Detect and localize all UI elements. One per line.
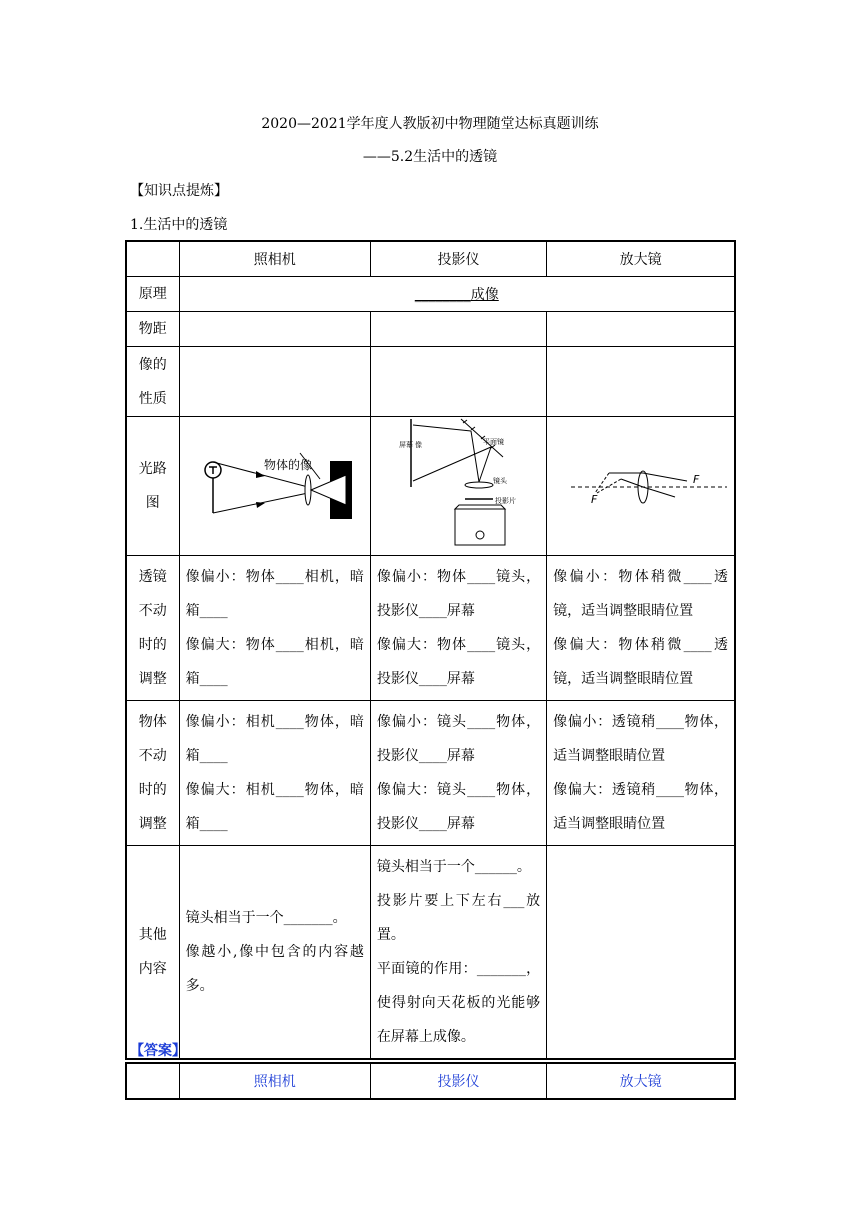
other-camera-line-2: 像越小,像中包含的内容越多。 (185, 944, 364, 994)
principle-text: 成像 (470, 287, 499, 303)
mirror-label: 平面镜 (482, 438, 504, 446)
screen-label: 屏幕 (398, 441, 413, 449)
object-fixed-camera (179, 701, 370, 846)
object-fixed-magnifier-small: 像偏小：透镜稍____物体，适当调整眼睛位置 (553, 714, 728, 764)
row-label-nature: 像的 性质 (126, 347, 179, 417)
slide-label: 投影片 (494, 497, 516, 505)
row-label-distance: 物距 (126, 312, 179, 347)
lens-table (125, 240, 736, 1060)
projector-diagram-cell (370, 417, 546, 556)
answer-header-projector: 投影仪 (370, 1063, 546, 1099)
row-label-lens-fixed: 透镜 不动 时的 调整 (126, 556, 179, 701)
section-item-1: 1.生活中的透镜 (130, 217, 228, 233)
camera-ray-diagram (180, 417, 371, 551)
focal-point-right-label: F (693, 473, 700, 486)
other-projector (370, 846, 546, 1060)
row-label-diagram: 光路 图 (126, 417, 179, 556)
object-fixed-camera-small: 像偏小：相机____物体，暗箱____ (185, 714, 364, 764)
document-title: 2020—2021学年度人教版初中物理随堂达标真题训练 (261, 116, 599, 132)
lens-label: 镜头 (492, 477, 507, 485)
header-magnifier: 放大镜 (547, 241, 735, 277)
other-projector-line-3: 平面镜的作用：_______，使得射向天花板的光能够在屏幕上成像。 (376, 961, 541, 1045)
focal-point-left-label: F (591, 493, 598, 506)
distance-projector (370, 312, 546, 347)
answer-table (125, 1062, 736, 1100)
nature-magnifier (547, 347, 735, 417)
lens-fixed-magnifier-small: 像偏小：物体稍微____透镜，适当调整眼睛位置 (553, 569, 728, 619)
answer-label: 【答案】 (130, 1043, 186, 1059)
object-fixed-magnifier-large: 像偏大：透镜稍____物体，适当调整眼睛位置 (553, 782, 728, 832)
lens-fixed-magnifier-large: 像偏大：物体稍微____透镜，适当调整眼睛位置 (553, 637, 728, 687)
distance-magnifier (547, 312, 735, 347)
object-fixed-magnifier (547, 701, 735, 846)
lens-fixed-camera-small: 像偏小：物体____相机，暗箱____ (185, 569, 364, 619)
header-camera: 照相机 (179, 241, 370, 277)
row-label-object-fixed: 物体 不动 时的 调整 (126, 701, 179, 846)
other-projector-line-1: 镜头相当于一个______。 (376, 859, 531, 875)
lens-fixed-projector-small: 像偏小：物体____镜头，投影仪____屏幕 (376, 569, 541, 619)
magnifier-ray-diagram (547, 417, 735, 551)
distance-camera (179, 312, 370, 347)
answer-header-empty (126, 1063, 179, 1099)
section-knowledge: 【知识点提炼】 (130, 183, 228, 199)
lens-fixed-camera (179, 556, 370, 701)
projector-ray-diagram (371, 417, 547, 551)
row-label-principle: 原理 (126, 277, 179, 312)
camera-diagram-cell (179, 417, 370, 556)
object-fixed-projector-large: 像偏大：镜头____物体，投影仪____屏幕 (376, 782, 541, 832)
nature-projector (370, 347, 546, 417)
lens-fixed-magnifier (547, 556, 735, 701)
other-magnifier (547, 846, 735, 1060)
header-projector: 投影仪 (370, 241, 546, 277)
object-fixed-camera-large: 像偏大：相机____物体，暗箱____ (185, 782, 364, 832)
principle-cell (179, 277, 735, 312)
lens-fixed-camera-large: 像偏大：物体____相机，暗箱____ (185, 637, 364, 687)
camera-image-label: 物体的像 (263, 458, 312, 472)
document-subtitle: ——5.2生活中的透镜 (362, 149, 498, 165)
answer-header-magnifier: 放大镜 (547, 1063, 735, 1099)
header-empty (126, 241, 179, 277)
principle-blank: ________ (414, 287, 471, 303)
nature-camera (179, 347, 370, 417)
other-camera (179, 846, 370, 1060)
lens-fixed-projector-large: 像偏大：物体____镜头，投影仪____屏幕 (376, 637, 541, 687)
magnifier-diagram-cell (547, 417, 735, 556)
lens-fixed-projector (370, 556, 546, 701)
answer-header-camera: 照相机 (179, 1063, 370, 1099)
other-camera-line-1: 镜头相当于一个_______。 (185, 910, 347, 926)
object-fixed-projector-small: 像偏小：镜头____物体，投影仪____屏幕 (376, 714, 541, 764)
image-label: 像 (414, 441, 422, 449)
object-fixed-projector (370, 701, 546, 846)
other-projector-line-2: 投影片要上下左右___放置。 (376, 893, 541, 943)
row-label-other: 其他 内容 (126, 846, 179, 1060)
